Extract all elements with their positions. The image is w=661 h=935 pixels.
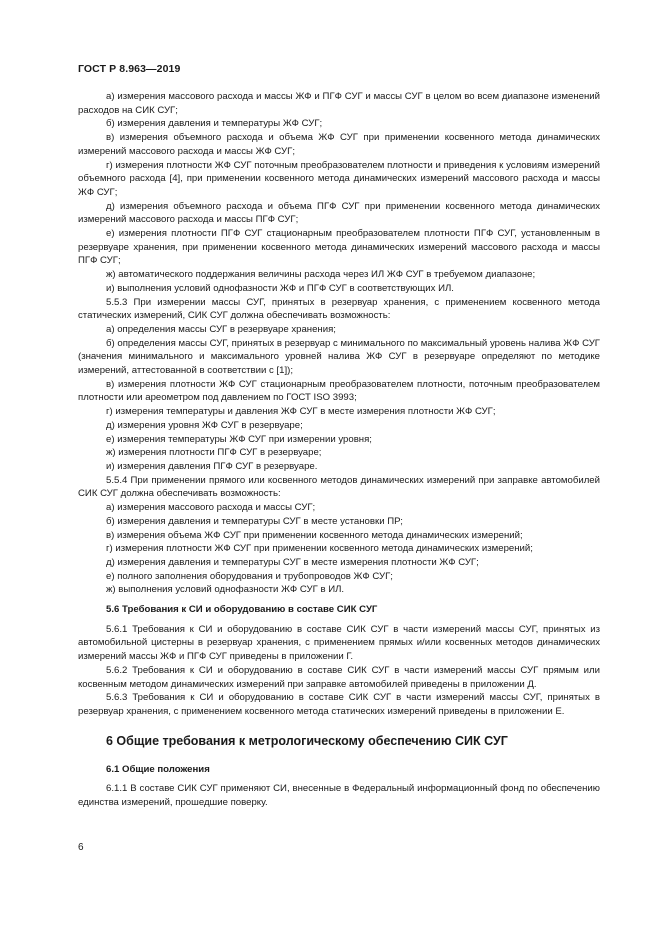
paragraph: д) измерения объемного расхода и объема ПГФ СУГ при применении косвенного метода динамических измерений массового расхода и массы ПГФ СУГ;: [78, 200, 600, 226]
paragraph: а) измерения массового расхода и массы СУГ;: [106, 502, 316, 514]
paragraph: г) измерения температуры и давления ЖФ СУГ в месте измерения плотности ЖФ СУГ;: [106, 406, 496, 418]
paragraph: и) выполнения условий однофазности ЖФ и ПГФ СУГ в соответствующих ИЛ.: [106, 282, 454, 294]
paragraph: ж) измерения плотности ПГФ СУГ в резервуаре;: [106, 447, 322, 459]
document-body: [78, 90, 600, 810]
paragraph: б) измерения давления и температуры ЖФ СУГ;: [106, 118, 323, 130]
paragraph: ж) выполнения условий однофазности ЖФ СУГ в ИЛ.: [106, 584, 345, 596]
paragraph: е) измерения температуры ЖФ СУГ при измерении уровня;: [106, 433, 372, 445]
paragraph: 6.1.1 В составе СИК СУГ применяют СИ, внесенные в Федеральный информационный фонд по обеспечению единства измерений, прошедшие поверку.: [78, 783, 600, 809]
paragraph: е) полного заполнения оборудования и трубопроводов ЖФ СУГ;: [106, 570, 393, 582]
paragraph: б) определения массы СУГ, принятых в резервуар с минимального по максимальный уровень налива ЖФ СУГ (значения минимального и максимального уровней налива ЖФ СУГ в резервуаре определяют по методике измерений, аттестованной в соответствии с [1]);: [78, 337, 600, 377]
paragraph: а) измерения массового расхода и массы ЖФ и ПГФ СУГ и массы СУГ в целом во всем диапазоне изменений расходов на СИК СУГ;: [78, 91, 600, 116]
section-6-title: 6 Общие требования к метрологическому обеспечению СИК СУГ: [106, 733, 508, 748]
page-number: 6: [78, 842, 84, 853]
paragraph: и) измерения давления ПГФ СУГ в резервуаре.: [106, 460, 318, 472]
paragraph: 5.5.4 При применении прямого или косвенного методов динамических измерений при заправке автомобилей СИК СУГ должна обеспечивать возможность:: [78, 474, 600, 500]
paragraph: б) измерения давления и температуры СУГ в месте установки ПР;: [106, 515, 403, 527]
paragraph: в) измерения объемного расхода и объема ЖФ СУГ при применении косвенного метода динамических измерений массового расхода и массы ЖФ СУГ;: [78, 132, 600, 157]
document-header: ГОСТ Р 8.963—2019: [78, 63, 181, 75]
paragraph: д) измерения давления и температуры СУГ в месте измерения плотности ЖФ СУГ;: [106, 556, 479, 568]
paragraph: е) измерения плотности ПГФ СУГ стационарным преобразователем плотности ПГФ СУГ, установленным в резервуаре хранения, при применении косвенного метода динамических измерений массового расхода и массы ПГФ СУГ;: [78, 228, 600, 267]
section-6-1-title: 6.1 Общие положения: [106, 763, 210, 775]
paragraph: в) измерения объема ЖФ СУГ при применении косвенного метода динамических измерений;: [106, 529, 523, 541]
paragraph: г) измерения плотности ЖФ СУГ поточным преобразователем плотности и приведения к условиям измерений объемного расхода [4], при применении косвенного метода динамических измерений массового расхода и массы ЖФ СУГ;: [78, 159, 600, 198]
paragraph: ж) автоматического поддержания величины расхода через ИЛ ЖФ СУГ в требуемом диапазоне;: [106, 269, 536, 281]
section-5-6-title: 5.6 Требования к СИ и оборудованию в составе СИК СУГ: [106, 604, 378, 616]
paragraph: 5.6.1 Требования к СИ и оборудованию в составе СИК СУГ в части измерений массы СУГ, принятых из автомобильной цистерны в резервуар хранения, с применением прямых и/или косвенных методов динамических измерений массы ЖФ и ПГФ СУГ приведены в приложении Г.: [78, 623, 600, 663]
paragraph: г) измерения плотности ЖФ СУГ при применении косвенного метода динамических измерений;: [106, 543, 533, 555]
paragraph: 5.6.2 Требования к СИ и оборудованию в составе СИК СУГ в части измерений массы СУГ прямым или косвенным методом динамических измерений при заправке автомобилей приведены в приложении Д.: [78, 664, 600, 690]
paragraph: 5.5.3 При измерении массы СУГ, принятых в резервуар хранения, с применением косвенного метода статических измерений, СИК СУГ должна обеспечивать возможность:: [78, 296, 600, 322]
paragraph: 5.6.3 Требования к СИ и оборудованию в составе СИК СУГ в части измерений массы СУГ, принятых в резервуар хранения, с применением косвенного метода статических измерений приведены в приложении Е.: [78, 692, 600, 717]
paragraph: в) измерения плотности ЖФ СУГ стационарным преобразователем плотности, поточным преобразователем плотности или ареометром под давлением по ГОСТ ISO 3993;: [78, 378, 600, 404]
paragraph: а) определения массы СУГ в резервуаре хранения;: [106, 323, 336, 335]
paragraph: д) измерения уровня ЖФ СУГ в резервуаре;: [106, 419, 303, 431]
